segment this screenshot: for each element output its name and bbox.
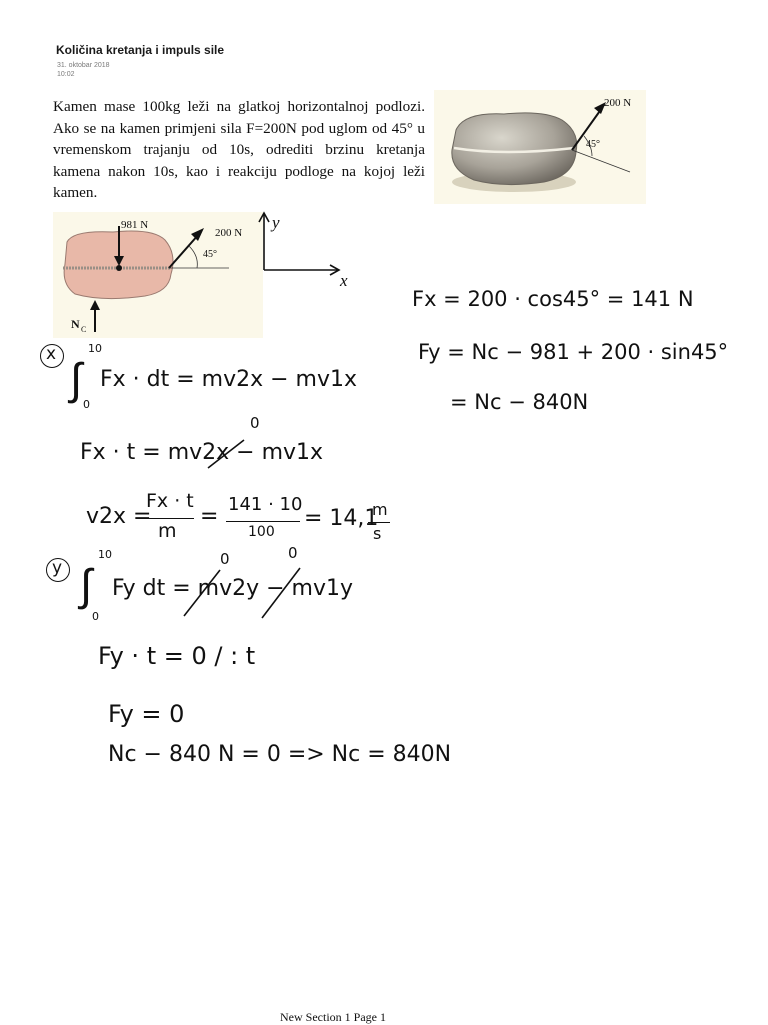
velocity-frac2-num: 141 · 10 [228, 494, 303, 515]
y-zero-term-b: 0 [288, 544, 298, 562]
velocity-lhs: v2x = [86, 504, 152, 529]
y-axis-label: y [272, 213, 280, 232]
fy-result: = Nc − 840N [450, 390, 589, 414]
velocity-equals: = [200, 504, 219, 529]
stone-illustration [434, 90, 646, 204]
velocity-unit-num: m [372, 500, 388, 519]
fbd-angle-arc [189, 246, 197, 268]
velocity-unit-bar [368, 522, 390, 523]
x-marker-text: x [46, 344, 57, 364]
velocity-frac1-bar [142, 518, 194, 519]
fy-zero: Fy = 0 [108, 700, 185, 728]
fy-equation: Fy = Nc − 981 + 200 · sin45° [418, 340, 729, 364]
y-impulse-simplified: Fy · t = 0 / : t [98, 642, 256, 670]
x-direction-marker [40, 344, 64, 368]
free-body-diagram [53, 212, 263, 338]
page-title: Količina kretanja i impuls sile [56, 43, 225, 57]
velocity-frac1-den: m [158, 520, 177, 542]
velocity-result: = 14,1 [304, 506, 379, 531]
x-zero-term: 0 [250, 414, 260, 432]
page-date: 31. oktobar 2018 [57, 62, 110, 69]
center-of-mass [116, 265, 122, 271]
page-footer: New Section 1 Page 1 [280, 1010, 386, 1024]
applied-force-arrowhead [191, 228, 204, 241]
weight-label: 981 N [121, 219, 149, 231]
x-axis-label: x [340, 271, 348, 288]
x-impulse-equation: Fx · dt = mv2x − mv1x [100, 367, 358, 392]
x-impulse-simplified: Fx · t = mv2x − mv1x [80, 440, 324, 465]
fx-equation: Fx = 200 · cos45° = 141 N [412, 287, 694, 311]
normal-label: N [71, 317, 80, 331]
y-integral-lower: 0 [92, 610, 99, 623]
velocity-frac2-bar [226, 521, 300, 522]
angle-label: 45° [586, 139, 600, 150]
x-strike-mark [204, 436, 248, 472]
y-direction-marker [46, 558, 70, 582]
x-integral-upper: 10 [88, 342, 102, 355]
fbd-illustration [53, 212, 263, 338]
stone-figure [434, 90, 646, 204]
x-integral-sign: ∫ [70, 354, 83, 405]
normal-arrowhead [90, 300, 100, 310]
velocity-frac1-num: Fx · t [146, 490, 194, 512]
coordinate-axes [256, 208, 356, 288]
y-strike-marks [176, 562, 316, 622]
reference-line [572, 150, 630, 172]
problem-statement: Kamen mase 100kg leži na glatkoj horizontalnoj podlozi. Ako se na kamen primjeni sila F=200N pod uglom od 45° u vremenskom trajanju od 10s, odrediti brzinu kretanja kamena nakon 10s, kao i reakciju podloge na kojoj leži kamen. [53, 98, 425, 201]
velocity-unit-den: s [373, 524, 382, 543]
page-time: 10:02 [57, 71, 75, 78]
normal-label-subscript: C [81, 325, 87, 334]
normal-force-result: Nc − 840 N = 0 => Nc = 840N [108, 742, 452, 767]
x-integral-lower: 0 [83, 398, 90, 411]
velocity-frac2-den: 100 [248, 524, 275, 540]
applied-force-line [169, 234, 199, 268]
fbd-angle-label: 45° [203, 249, 217, 260]
y-zero-term-a: 0 [220, 550, 230, 568]
y-marker-text: y [52, 558, 63, 578]
fbd-force-label: 200 N [215, 227, 243, 239]
force-label: 200 N [604, 97, 632, 109]
y-integral-sign: ∫ [80, 560, 93, 611]
y-integral-upper: 10 [98, 548, 112, 561]
y-impulse-equation: Fy dt = mv2y − mv1y [112, 576, 354, 601]
